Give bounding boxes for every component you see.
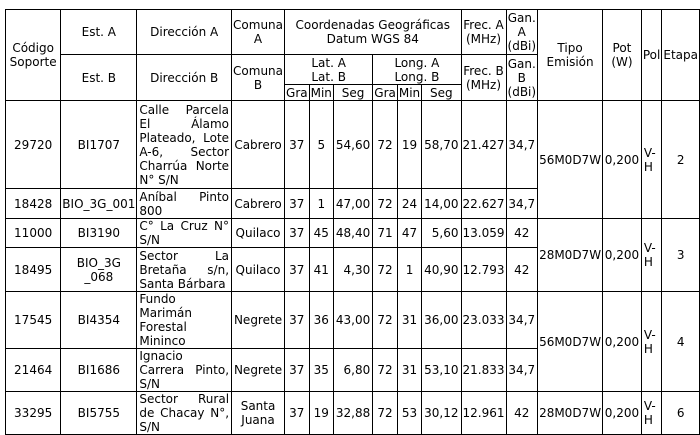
codigo-cell: 11000: [6, 219, 61, 248]
comuna-cell: Cabrero: [232, 101, 285, 189]
frec-cell: 23.033: [461, 292, 506, 349]
direccion-cell: Ignacio Carrera Pinto, S/N: [137, 349, 232, 392]
etapa-cell: 3: [662, 219, 700, 292]
long-seg-cell: 30,12: [422, 392, 461, 435]
lat-seg-cell: 48,40: [333, 219, 372, 248]
codigo-cell: 29720: [6, 101, 61, 189]
header-lat-a: Lat. A: [311, 55, 346, 70]
gan-cell: 34,7: [506, 189, 538, 219]
header-long-a: Long. A: [394, 55, 440, 70]
lat-gra-cell: 37: [285, 392, 310, 435]
header-direccion-b: Dirección B: [137, 55, 232, 101]
gan-cell: 34,7: [506, 292, 538, 349]
tipo-emision-cell: 56M0D7W: [538, 292, 603, 392]
long-min-cell: 19: [397, 101, 421, 189]
table-row: [6, 101, 700, 189]
long-seg-cell: 36,00: [422, 292, 461, 349]
header-lat-seg: Seg: [333, 85, 372, 101]
long-min-cell: 31: [397, 349, 421, 392]
tipo-emision-cell: 28M0D7W: [538, 392, 603, 435]
gan-cell: 34,7: [506, 101, 538, 189]
lat-gra-cell: 37: [285, 189, 310, 219]
pol-cell: V-H: [641, 219, 661, 292]
lat-gra-cell: 37: [285, 248, 310, 292]
long-gra-cell: 72: [373, 189, 398, 219]
header-comuna-b: Comuna B: [232, 55, 285, 101]
pot-cell: 0,200: [603, 219, 642, 292]
lat-seg-cell: 47,00: [333, 189, 372, 219]
lat-min-cell: 35: [309, 349, 333, 392]
long-gra-cell: 72: [373, 292, 398, 349]
lat-min-cell: 36: [309, 292, 333, 349]
long-gra-cell: 72: [373, 349, 398, 392]
pol-cell: V-H: [641, 292, 661, 392]
header-comuna-a: Comuna A: [232, 10, 285, 55]
pot-cell: 0,200: [603, 392, 642, 435]
long-min-cell: 31: [397, 292, 421, 349]
header-etapa: Etapa: [662, 10, 700, 101]
header-lat-gra: Gra: [286, 85, 308, 100]
header-long-b: Long. B: [394, 69, 440, 84]
frec-cell: 21.427: [461, 101, 506, 189]
table-body: [6, 10, 700, 435]
est-cell: BI1686: [61, 349, 137, 392]
header-lat-b: Lat. B: [311, 69, 346, 84]
comuna-cell: Santa Juana: [232, 392, 285, 435]
frec-cell: 12.793: [461, 248, 506, 292]
header-frec-b: Frec. B (MHz): [461, 55, 506, 101]
codigo-cell: 18428: [6, 189, 61, 219]
lat-seg-cell: 6,80: [333, 349, 372, 392]
est-cell: BIO_3G _068: [61, 248, 137, 292]
pot-cell: 0,200: [603, 101, 642, 219]
header-direccion-a: Dirección A: [137, 10, 232, 55]
pot-cell: 0,200: [603, 292, 642, 392]
gan-cell: 42: [506, 392, 538, 435]
frec-cell: 13.059: [461, 219, 506, 248]
gan-cell: 42: [506, 219, 538, 248]
codigo-cell: 18495: [6, 248, 61, 292]
lat-min-cell: 1: [309, 189, 333, 219]
gan-cell: 34,7: [506, 349, 538, 392]
est-cell: BI1707: [61, 101, 137, 189]
header-gan-a: Gan. A (dBi): [507, 11, 537, 53]
long-gra-cell: 71: [373, 219, 398, 248]
lat-gra-cell: 37: [285, 219, 310, 248]
est-cell: BIO_3G_001: [61, 189, 137, 219]
lat-min-cell: 45: [309, 219, 333, 248]
lat-seg-cell: 54,60: [333, 101, 372, 189]
long-gra-cell: 72: [373, 101, 398, 189]
lat-seg-cell: 43,00: [333, 292, 372, 349]
long-min-cell: 1: [397, 248, 421, 292]
tipo-emision-cell: 28M0D7W: [538, 219, 603, 292]
long-seg-cell: 5,60: [422, 219, 461, 248]
table-row: [6, 292, 700, 349]
header-pot: Pot (W): [603, 10, 642, 101]
pol-cell: V-H: [641, 101, 661, 219]
comuna-cell: Quilaco: [232, 219, 285, 248]
header-long-seg: Seg: [422, 85, 461, 101]
direccion-cell: Aníbal Pinto 800: [137, 189, 232, 219]
comuna-cell: Negrete: [232, 349, 285, 392]
header-tipo-emision: Tipo Emisión: [538, 10, 603, 101]
codigo-cell: 33295: [6, 392, 61, 435]
header-long-gra: Gra: [374, 85, 396, 100]
header-lat-a-b: [285, 55, 373, 85]
frec-cell: 12.961: [461, 392, 506, 435]
lat-min-cell: 19: [309, 392, 333, 435]
long-min-cell: 24: [397, 189, 421, 219]
tipo-emision-cell: 56M0D7W: [538, 101, 603, 219]
comuna-cell: Negrete: [232, 292, 285, 349]
header-pol: Pol: [641, 10, 661, 101]
long-seg-cell: 14,00: [422, 189, 461, 219]
header-long-min: Min: [398, 85, 421, 100]
frec-cell: 22.627: [461, 189, 506, 219]
long-seg-cell: 58,70: [422, 101, 461, 189]
lat-seg-cell: 32,88: [333, 392, 372, 435]
frec-cell: 21.833: [461, 349, 506, 392]
header-codigo-soporte: Código Soporte: [6, 10, 61, 101]
header-gan-b: Gan. B (dBi): [507, 56, 537, 99]
long-min-cell: 47: [397, 219, 421, 248]
comuna-cell: Quilaco: [232, 248, 285, 292]
table-row: [6, 219, 700, 248]
lat-gra-cell: 37: [285, 349, 310, 392]
header-long-a-b: [373, 55, 461, 85]
antenna-sites-table: [5, 9, 700, 435]
direccion-cell: Sector Rural de Chacay N°, S/N: [137, 392, 232, 435]
est-cell: BI5755: [61, 392, 137, 435]
est-cell: BI3190: [61, 219, 137, 248]
comuna-cell: Cabrero: [232, 189, 285, 219]
codigo-cell: 21464: [6, 349, 61, 392]
direccion-cell: C° La Cruz N° S/N: [137, 219, 232, 248]
long-seg-cell: 53,10: [422, 349, 461, 392]
lat-gra-cell: 37: [285, 292, 310, 349]
long-gra-cell: 72: [373, 392, 398, 435]
long-min-cell: 53: [397, 392, 421, 435]
header-lat-min: Min: [310, 85, 332, 100]
header-coordenadas: Coordenadas Geográficas Datum WGS 84: [285, 10, 462, 55]
direccion-cell: Sector La Bretaña s/n, Santa Bárbara: [137, 248, 232, 292]
direccion-cell: Calle Parcela El Álamo Plateado, Lote A-6, Sector Charrúa Norte N° S/N: [137, 101, 232, 189]
codigo-cell: 17545: [6, 292, 61, 349]
etapa-cell: 4: [662, 292, 700, 392]
lat-seg-cell: 4,30: [333, 248, 372, 292]
long-gra-cell: 72: [373, 248, 398, 292]
lat-gra-cell: 37: [285, 101, 310, 189]
lat-min-cell: 41: [309, 248, 333, 292]
etapa-cell: 6: [662, 392, 700, 435]
header-frec-a: Frec. A (MHz): [461, 10, 506, 55]
pol-cell: V-H: [641, 392, 661, 435]
header-est-a: Est. A: [61, 10, 137, 55]
gan-cell: 42: [506, 248, 538, 292]
lat-min-cell: 5: [309, 101, 333, 189]
est-cell: BI4354: [61, 292, 137, 349]
direccion-cell: Fundo Marimán Forestal Mininco: [137, 292, 232, 349]
etapa-cell: 2: [662, 101, 700, 219]
table-row: [6, 392, 700, 435]
header-est-b: Est. B: [61, 55, 137, 101]
long-seg-cell: 40,90: [422, 248, 461, 292]
